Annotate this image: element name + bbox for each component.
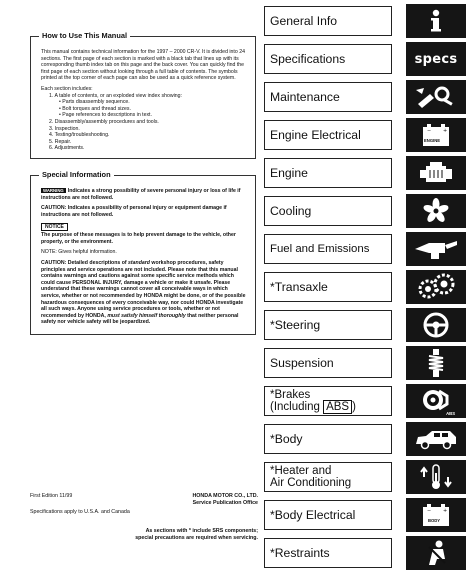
tab-restraints[interactable] — [264, 536, 466, 570]
tab-label: Engine Electrical — [264, 120, 392, 150]
note-text: NOTE: Gives helpful information. — [41, 249, 117, 256]
fuel-nozzle-icon — [406, 232, 466, 266]
special-info-box — [30, 169, 256, 335]
list-item: • Parts disassembly sequence. — [59, 99, 247, 106]
tab-label: Cooling — [264, 196, 392, 226]
engine-battery-icon — [406, 118, 466, 152]
notice-text: The purpose of these messages is to help prevent damage to the vehicle, other property, or the environment. — [41, 232, 236, 245]
list-item: 3. Inspection. — [49, 125, 80, 132]
list-item: 6. Adjustments. — [49, 145, 85, 152]
body-icon-text: BODY — [428, 518, 441, 523]
list-item: 2. Disassembly/assembly procedures and tools. — [49, 118, 159, 125]
tab-body-electrical[interactable] — [264, 498, 466, 532]
warning-tag: WARNING — [43, 187, 64, 193]
tab-suspension[interactable] — [264, 346, 466, 380]
tab-body[interactable] — [264, 422, 466, 456]
tab-engine[interactable] — [264, 156, 466, 190]
list-item: 1. A table of contents, or an exploded view index showing: — [49, 92, 182, 99]
list-item: 5. Repair. — [49, 138, 72, 145]
section-tab-index — [264, 0, 466, 577]
tab-label-line-2: (Including ABS ) — [270, 401, 356, 413]
tab-transaxle[interactable] — [264, 270, 466, 304]
specs-icon — [406, 42, 466, 76]
steering-wheel-icon — [406, 308, 466, 342]
tab-maintenance[interactable] — [264, 80, 466, 114]
tab-specifications[interactable] — [264, 42, 466, 76]
special-info-title: Special Information — [39, 170, 114, 179]
tab-brakes[interactable] — [264, 384, 466, 418]
left-column — [30, 31, 256, 335]
tab-label-line-1: *Brakes — [270, 388, 311, 401]
maintenance-icon — [406, 80, 466, 114]
tab-label: Specifications — [264, 44, 392, 74]
sub-list — [59, 99, 247, 119]
seatbelt-icon — [406, 536, 466, 570]
tab-label: Engine — [264, 158, 392, 188]
svg-text:+: + — [443, 128, 448, 134]
srs-note — [30, 528, 258, 541]
tab-label: Suspension — [264, 348, 392, 378]
how-to-use-intro: This manual contains technical information for the 1997 – 2000 CR-V. It is divided into 24 sections. The first page of each section is marked with a black tab that lines up with its corresponding thumb index tab on this page and the back cover. You can quickly find the first page of each section without looking through a full table of contents. The symbols printed at the top corner of each page can also be used as a quick reference system. — [41, 49, 245, 82]
tab-heater-ac[interactable] — [264, 460, 466, 494]
info-icon — [406, 4, 466, 38]
tab-label: Fuel and Emissions — [264, 234, 392, 264]
section-contents-list — [49, 93, 247, 152]
tab-label-line-1: *Heater and — [270, 464, 332, 477]
tab-label: Maintenance — [264, 82, 392, 112]
abs-icon-text: ABS — [446, 411, 455, 416]
how-to-use-box — [30, 31, 256, 159]
tab-label-line-2: Air Conditioning — [270, 477, 352, 489]
srs-line-2: special precautions are required when servicing. — [135, 534, 258, 541]
tab-steering[interactable] — [264, 308, 466, 342]
warning-text: Indicates a strong possibility of severe personal injury or loss of life if instructions are not followed. — [41, 187, 241, 201]
srs-line-1: As sections with * include SRS components; — [145, 528, 258, 534]
engine-icon-text: ENGINE — [424, 138, 441, 143]
each-section-includes: Each section includes: — [41, 85, 93, 92]
tab-label: *Restraints — [264, 538, 392, 568]
specs-icon-text: specs — [414, 51, 458, 67]
engine-icon — [406, 156, 466, 190]
tab-label: *Transaxle — [264, 272, 392, 302]
car-body-icon — [406, 422, 466, 456]
how-to-use-title: How to Use This Manual — [39, 31, 130, 40]
company-name: HONDA MOTOR CO., LTD. — [192, 493, 258, 499]
tab-cooling[interactable] — [264, 194, 466, 228]
thermometer-icon — [406, 460, 466, 494]
office-name: Service Publication Office — [192, 499, 258, 506]
list-item: • Page references to descriptions in text. — [59, 112, 247, 119]
fan-icon — [406, 194, 466, 228]
gears-icon — [406, 270, 466, 304]
body-battery-icon — [406, 498, 466, 532]
tab-label — [264, 462, 392, 492]
list-item: • Bolt torques and thread sizes. — [59, 106, 247, 113]
tab-label — [264, 386, 392, 416]
notice-tag: NOTICE — [41, 223, 68, 231]
tab-general-info[interactable] — [264, 4, 466, 38]
edition-text: First Edition 11/99 — [30, 493, 73, 499]
tab-label: *Body Electrical — [264, 500, 392, 530]
detailed-caution: CAUTION: Detailed descriptions of standard workshop procedures, safety principles and service operations are not included. Please note that this manual contains warnings and cautions against some specific service methods which could cause PERSONAL INJURY, damage a vehicle or make it unsafe. Please understand that these warnings cannot cover all conceivable ways in which service, whether or not recommended by HONDA might be done, or of the possible hazardous consequences of every conceivable way, nor could HONDA investigate all such ways. Anyone using service procedures or tools, whether or not recommended by HONDA, must satisfy himself thoroughly that neither personal safety nor vehicle safety will be jeopardized. — [41, 260, 246, 326]
tab-label: *Body — [264, 424, 392, 454]
tab-label: *Steering — [264, 310, 392, 340]
svg-text:−: − — [427, 128, 432, 134]
brake-disc-icon — [406, 384, 466, 418]
list-item: 4. Testing/troubleshooting. — [49, 132, 110, 139]
tab-label: General Info — [264, 6, 392, 36]
tab-fuel-emissions[interactable] — [264, 232, 466, 266]
edition-footer — [30, 493, 258, 516]
svg-text:−: − — [427, 508, 432, 514]
tab-engine-electrical[interactable] — [264, 118, 466, 152]
shock-absorber-icon — [406, 346, 466, 380]
svg-text:+: + — [443, 508, 448, 514]
caution-text: CAUTION: Indicates a possibility of personal injury or equipment damage if instructions are not followed. — [41, 205, 227, 218]
applies-text: Specifications apply to U.S.A. and Canada — [30, 509, 130, 516]
